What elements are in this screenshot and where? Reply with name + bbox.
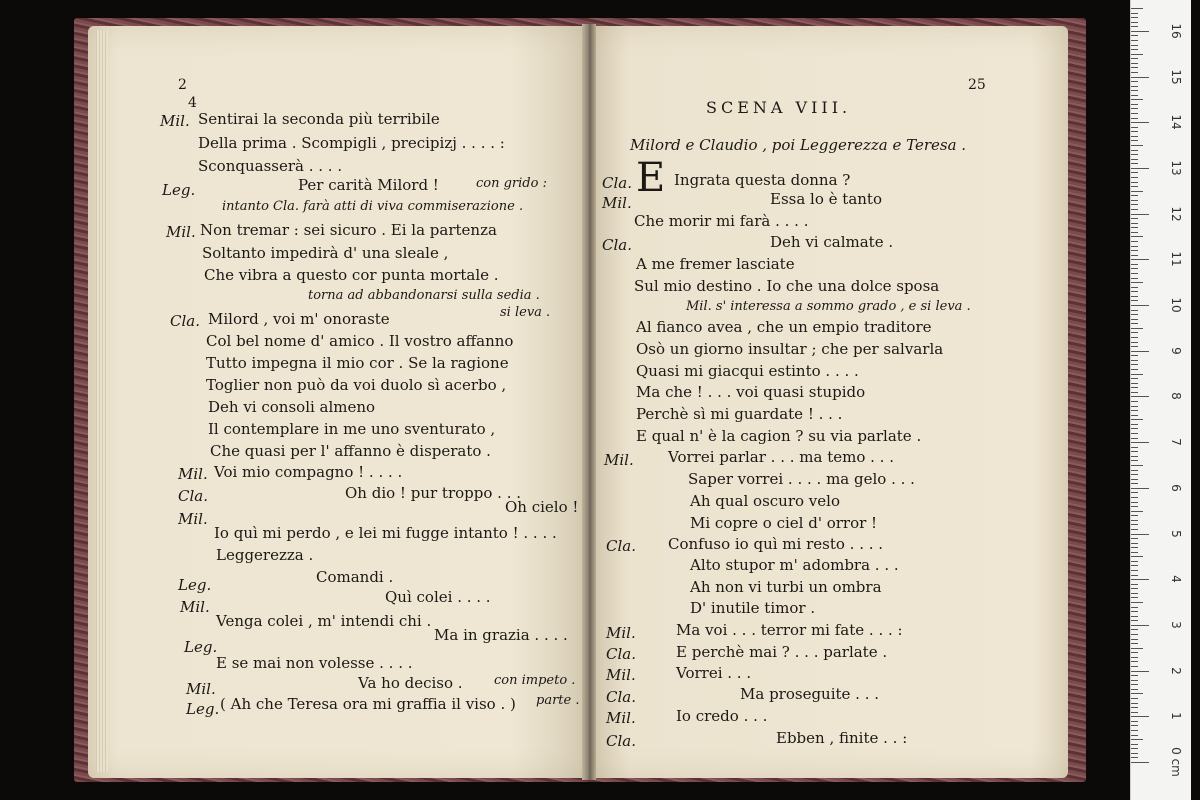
scene-title: SCENA VIII. bbox=[706, 98, 852, 117]
ruler-label: 3 bbox=[1169, 621, 1183, 629]
ruler-tick bbox=[1131, 273, 1138, 274]
ruler-tick bbox=[1131, 575, 1138, 576]
ruler-tick bbox=[1131, 753, 1138, 754]
verse-line: Voi mio compagno ! . . . . bbox=[214, 463, 403, 481]
ruler-tick bbox=[1131, 314, 1138, 315]
verse-line: Che vibra a questo cor punta mortale . bbox=[204, 266, 499, 284]
stage-direction: torna ad abbandonarsi sulla sedia . bbox=[308, 288, 540, 303]
ruler-tick bbox=[1131, 428, 1138, 429]
ruler-tick bbox=[1131, 620, 1138, 621]
ruler-tick bbox=[1131, 72, 1138, 73]
verse-line: Io credo . . . bbox=[676, 707, 768, 725]
stage-direction: parte . bbox=[536, 693, 580, 708]
ruler-tick bbox=[1131, 629, 1138, 630]
ruler-tick bbox=[1131, 26, 1138, 27]
ruler-tick bbox=[1131, 81, 1138, 82]
ruler-tick bbox=[1131, 182, 1138, 183]
ruler-tick bbox=[1131, 661, 1138, 662]
ruler-tick bbox=[1131, 716, 1149, 717]
ruler-label: 10 bbox=[1169, 297, 1183, 313]
ruler-tick bbox=[1131, 712, 1138, 713]
ruler-tick bbox=[1131, 730, 1138, 731]
ruler-tick bbox=[1131, 657, 1138, 658]
verse-line: E se mai non volesse . . . . bbox=[216, 654, 413, 672]
ruler-tick bbox=[1131, 757, 1138, 758]
verse-line: Sconquasserà . . . . bbox=[198, 157, 343, 175]
ruler-tick bbox=[1131, 300, 1138, 301]
ruler-tick bbox=[1131, 451, 1138, 452]
ruler-tick bbox=[1131, 456, 1138, 457]
verse-line: Confuso io quì mi resto . . . . bbox=[668, 535, 884, 553]
ruler-tick bbox=[1131, 305, 1149, 306]
ruler-tick bbox=[1131, 419, 1143, 420]
verse-line: Perchè sì mi guardate ! . . . bbox=[636, 405, 843, 423]
speaker-label: Mil. bbox=[186, 680, 216, 698]
verse-line: Ma che ! . . . voi quasi stupido bbox=[636, 383, 866, 401]
ruler-label: 13 bbox=[1169, 160, 1183, 176]
verse-line: Che quasi per l' affanno è disperato . bbox=[210, 442, 491, 460]
verse-line: Ah non vi turbi un ombra bbox=[690, 578, 882, 596]
ruler-tick bbox=[1131, 680, 1138, 681]
ruler-tick bbox=[1131, 232, 1138, 233]
speaker-label: Cla. bbox=[606, 645, 636, 663]
ruler-tick bbox=[1131, 140, 1138, 141]
ruler-tick bbox=[1131, 570, 1138, 571]
book-gutter bbox=[582, 24, 596, 780]
ruler-tick bbox=[1131, 90, 1138, 91]
ruler-tick bbox=[1131, 424, 1138, 425]
verse-line: Vorrei parlar . . . ma temo . . . bbox=[668, 448, 894, 466]
ruler-tick bbox=[1131, 154, 1138, 155]
speaker-label: Leg. bbox=[162, 181, 196, 199]
ruler-tick bbox=[1131, 278, 1138, 279]
ruler-tick bbox=[1131, 492, 1138, 493]
ruler-tick bbox=[1131, 35, 1138, 36]
ruler-tick bbox=[1131, 479, 1138, 480]
speaker-label: Mil. bbox=[180, 598, 210, 616]
ruler-tick bbox=[1131, 579, 1149, 580]
ruler-label: 9 bbox=[1169, 346, 1183, 355]
ruler-tick bbox=[1131, 438, 1138, 439]
stage-direction: con grido : bbox=[476, 176, 547, 191]
ruler-label: 5 bbox=[1169, 529, 1183, 538]
page-mark: 4 bbox=[188, 95, 197, 111]
ruler-tick bbox=[1131, 735, 1138, 736]
ruler-tick bbox=[1131, 488, 1149, 489]
ruler-tick bbox=[1131, 355, 1138, 356]
speaker-label: Mil. bbox=[604, 451, 634, 469]
verse-line: Deh vi calmate . bbox=[770, 233, 894, 251]
speaker-label: Cla. bbox=[178, 487, 208, 505]
verse-line: Va ho deciso . bbox=[358, 674, 463, 692]
verse-line: Milord , voi m' onoraste bbox=[208, 310, 390, 328]
verse-line: A me fremer lasciate bbox=[636, 255, 795, 273]
ruler-tick bbox=[1131, 268, 1138, 269]
ruler-tick bbox=[1131, 17, 1138, 18]
ruler-tick bbox=[1131, 634, 1138, 635]
ruler-tick bbox=[1131, 369, 1138, 370]
ruler-label: 2 bbox=[1169, 666, 1183, 675]
ruler-tick bbox=[1131, 588, 1138, 589]
page-number: 25 bbox=[968, 77, 986, 93]
ruler-tick bbox=[1131, 236, 1143, 237]
ruler-tick bbox=[1131, 401, 1138, 402]
ruler-tick bbox=[1131, 118, 1138, 119]
ruler-tick bbox=[1131, 406, 1138, 407]
verse-line: Il contemplare in me uno sventurato , bbox=[208, 420, 496, 438]
verse-line: Quasi mi giacqui estinto . . . . bbox=[636, 362, 859, 380]
ruler-tick bbox=[1131, 556, 1143, 557]
ruler-tick bbox=[1131, 520, 1138, 521]
ruler-label: 8 bbox=[1169, 392, 1183, 401]
ruler-tick bbox=[1131, 122, 1149, 123]
ruler-tick bbox=[1131, 616, 1138, 617]
verse-line: Per carità Milord ! bbox=[298, 176, 439, 194]
ruler-label: 7 bbox=[1169, 438, 1183, 446]
ruler-tick bbox=[1131, 351, 1149, 352]
page-edges bbox=[96, 30, 108, 772]
ruler-tick bbox=[1131, 639, 1138, 640]
verse-line: E perchè mai ? . . . parlate . bbox=[676, 643, 888, 661]
ruler-tick bbox=[1131, 538, 1138, 539]
ruler-tick bbox=[1131, 387, 1138, 388]
ruler-tick bbox=[1131, 86, 1138, 87]
ruler-label: 4 bbox=[1169, 575, 1183, 583]
speaker-label: Leg. bbox=[178, 576, 212, 594]
verse-line: E qual n' è la cagion ? su via parlate . bbox=[636, 427, 922, 445]
verse-line: Mi copre o ciel d' orror ! bbox=[690, 514, 878, 532]
ruler-label: 1 bbox=[1169, 712, 1183, 721]
verse-line: ( Ah che Teresa ora mi graffia il viso . ) bbox=[220, 695, 516, 713]
ruler-tick bbox=[1131, 360, 1138, 361]
ruler-tick bbox=[1131, 607, 1138, 608]
ruler-tick bbox=[1131, 337, 1138, 338]
ruler-tick bbox=[1131, 474, 1138, 475]
ruler-tick bbox=[1131, 77, 1149, 78]
ruler-tick bbox=[1131, 703, 1138, 704]
ruler-tick bbox=[1131, 392, 1138, 393]
ruler-tick bbox=[1131, 145, 1143, 146]
ruler-tick bbox=[1131, 63, 1138, 64]
ruler-tick bbox=[1131, 191, 1143, 192]
ruler-tick bbox=[1131, 99, 1143, 100]
speaker-label: Mil. bbox=[606, 624, 636, 642]
ruler-tick bbox=[1131, 666, 1138, 667]
stage-direction: intanto Cla. farà atti di viva commiserazione . bbox=[222, 199, 524, 214]
ruler-label: 16 bbox=[1169, 23, 1183, 39]
verse-line: Ah qual oscuro velo bbox=[690, 492, 840, 510]
ruler-tick bbox=[1131, 721, 1138, 722]
ruler-tick bbox=[1131, 684, 1138, 685]
ruler-tick bbox=[1131, 415, 1138, 416]
ruler-tick bbox=[1131, 744, 1138, 745]
verse-line: Ma proseguite . . . bbox=[740, 685, 880, 703]
verse-line: Col bel nome d' amico . Il vostro affanno bbox=[206, 332, 514, 350]
ruler-label: 12 bbox=[1169, 205, 1183, 222]
verse-line: Quì colei . . . . bbox=[385, 588, 491, 606]
ruler-tick bbox=[1131, 396, 1149, 397]
ruler-tick bbox=[1131, 584, 1138, 585]
ruler-tick bbox=[1131, 259, 1149, 260]
ruler-tick bbox=[1131, 282, 1143, 283]
ruler-tick bbox=[1131, 625, 1149, 626]
ruler-tick bbox=[1131, 689, 1138, 690]
verse-line: Oh cielo ! bbox=[505, 498, 579, 516]
ruler-tick bbox=[1131, 186, 1138, 187]
ruler-tick bbox=[1131, 762, 1149, 763]
ruler-tick bbox=[1131, 250, 1138, 251]
ruler-tick bbox=[1131, 534, 1149, 535]
ruler-tick bbox=[1131, 739, 1143, 740]
verse-line: Comandi . bbox=[316, 568, 394, 586]
ruler-tick bbox=[1131, 31, 1149, 32]
ruler-label: 15 bbox=[1169, 68, 1183, 85]
verse-line: Della prima . Scompigli , precipizj . . . . : bbox=[198, 134, 505, 152]
speaker-label: Leg. bbox=[184, 638, 218, 656]
ruler-tick bbox=[1131, 127, 1138, 128]
speaker-label: Leg. bbox=[186, 700, 220, 718]
verse-line: Ma voi . . . terror mi fate . . . : bbox=[676, 621, 903, 639]
verse-line: Vorrei . . . bbox=[676, 664, 752, 682]
speaker-label: Mil. bbox=[160, 112, 190, 130]
ruler-tick bbox=[1131, 150, 1138, 151]
ruler-tick bbox=[1131, 95, 1138, 96]
ruler-tick bbox=[1131, 204, 1138, 205]
ruler-tick bbox=[1131, 497, 1138, 498]
ruler-tick bbox=[1131, 698, 1138, 699]
ruler-tick bbox=[1131, 565, 1138, 566]
verse-line: Oh dio ! pur troppo . . . bbox=[345, 484, 521, 502]
ruler-tick bbox=[1131, 241, 1138, 242]
ruler-tick bbox=[1131, 524, 1138, 525]
stage-direction: Milord e Claudio , poi Leggerezza e Teresa . bbox=[630, 136, 967, 154]
ruler-tick bbox=[1131, 433, 1138, 434]
speaker-label: Mil. bbox=[178, 465, 208, 483]
ruler-tick bbox=[1131, 652, 1138, 653]
verse-line: Al fianco avea , che un empio traditore bbox=[636, 318, 932, 336]
speaker-label: Mil. bbox=[606, 709, 636, 727]
ruler-tick bbox=[1131, 13, 1138, 14]
ruler-tick bbox=[1131, 383, 1138, 384]
ruler-tick bbox=[1131, 22, 1138, 23]
ruler-tick bbox=[1131, 547, 1138, 548]
speaker-label: Cla. bbox=[606, 537, 636, 555]
ruler-tick bbox=[1131, 168, 1149, 169]
ruler-tick bbox=[1131, 442, 1149, 443]
ruler-tick bbox=[1131, 342, 1138, 343]
stage-direction: si leva . bbox=[500, 305, 551, 320]
ruler-tick bbox=[1131, 264, 1138, 265]
ruler-tick bbox=[1131, 319, 1138, 320]
speaker-label: Mil. bbox=[602, 194, 632, 212]
ruler-tick bbox=[1131, 287, 1138, 288]
verse-line: Leggerezza . bbox=[216, 546, 314, 564]
verse-line: Ingrata questa donna ? bbox=[674, 171, 851, 189]
ruler-tick bbox=[1131, 328, 1143, 329]
ruler-tick bbox=[1131, 374, 1143, 375]
ruler-tick bbox=[1131, 364, 1138, 365]
ruler-tick bbox=[1131, 597, 1138, 598]
ruler-tick bbox=[1131, 104, 1138, 105]
ruler-label: 6 bbox=[1169, 483, 1183, 492]
ruler-tick bbox=[1131, 447, 1138, 448]
ruler-tick bbox=[1131, 58, 1138, 59]
stage-direction: con impeto . bbox=[494, 673, 576, 688]
ruler-tick bbox=[1131, 214, 1149, 215]
ruler-tick bbox=[1131, 200, 1138, 201]
ruler-label: 14 bbox=[1169, 114, 1183, 130]
ruler-label: 0 cm bbox=[1169, 747, 1183, 777]
verse-line: Deh vi consoli almeno bbox=[208, 398, 376, 416]
page-mark: 2 bbox=[178, 77, 187, 93]
verse-line: Sentirai la seconda più terribile bbox=[198, 110, 440, 128]
ruler-tick bbox=[1131, 195, 1138, 196]
ruler-tick bbox=[1131, 611, 1138, 612]
verse-line: Io quì mi perdo , e lei mi fugge intanto ! . . . . bbox=[214, 524, 557, 542]
ruler-tick bbox=[1131, 218, 1138, 219]
ruler-tick bbox=[1131, 515, 1138, 516]
ruler-tick bbox=[1131, 707, 1138, 708]
speaker-label: Cla. bbox=[606, 688, 636, 706]
verse-line: Essa lo è tanto bbox=[770, 190, 882, 208]
ruler-tick bbox=[1131, 332, 1138, 333]
measuring-ruler bbox=[1130, 0, 1191, 800]
ruler-tick bbox=[1131, 593, 1138, 594]
speaker-label: Cla. bbox=[602, 236, 632, 254]
ruler-tick bbox=[1131, 675, 1138, 676]
speaker-label: Mil. bbox=[166, 223, 196, 241]
ruler-tick bbox=[1131, 172, 1138, 173]
verse-line: Ma in grazia . . . . bbox=[434, 626, 568, 644]
ruler-tick bbox=[1131, 543, 1138, 544]
ruler-tick bbox=[1131, 552, 1138, 553]
ruler-tick bbox=[1131, 54, 1143, 55]
ruler-tick bbox=[1131, 177, 1138, 178]
ruler-tick bbox=[1131, 113, 1138, 114]
ruler-tick bbox=[1131, 346, 1138, 347]
ruler-tick bbox=[1131, 136, 1138, 137]
verse-line: Sul mio destino . Io che una dolce sposa bbox=[634, 277, 940, 295]
ruler-tick bbox=[1131, 410, 1138, 411]
verse-line: Osò un giorno insultar ; che per salvarla bbox=[636, 340, 944, 358]
ruler-tick bbox=[1131, 255, 1138, 256]
ruler-tick bbox=[1131, 643, 1138, 644]
stage-direction: Mil. s' interessa a sommo grado , e si leva . bbox=[686, 299, 971, 314]
ruler-tick bbox=[1131, 40, 1138, 41]
ruler-tick bbox=[1131, 323, 1138, 324]
ruler-tick bbox=[1131, 506, 1138, 507]
verse-line: Alto stupor m' adombra . . . bbox=[690, 556, 899, 574]
ruler-tick bbox=[1131, 310, 1138, 311]
ruler-tick bbox=[1131, 131, 1138, 132]
verse-line: Venga colei , m' intendi chi . bbox=[216, 612, 432, 630]
ruler-tick bbox=[1131, 246, 1138, 247]
ruler-tick bbox=[1131, 291, 1138, 292]
ruler-tick bbox=[1131, 671, 1149, 672]
ruler-tick bbox=[1131, 725, 1138, 726]
verse-line: Soltanto impedirà d' una sleale , bbox=[202, 244, 449, 262]
speaker-label: Mil. bbox=[178, 510, 208, 528]
speaker-label: Cla. bbox=[170, 312, 200, 330]
ruler-tick bbox=[1131, 49, 1138, 50]
ruler-tick bbox=[1131, 108, 1138, 109]
speaker-label: Cla. bbox=[602, 174, 632, 192]
ruler-tick bbox=[1131, 470, 1138, 471]
verse-line: Che morir mi farà . . . . bbox=[634, 212, 809, 230]
verse-line: Toglier non può da voi duolo sì acerbo , bbox=[206, 376, 507, 394]
verse-line: Ebben , finite . . : bbox=[776, 729, 908, 747]
speaker-label: Mil. bbox=[606, 666, 636, 684]
ruler-tick bbox=[1131, 529, 1138, 530]
ruler-tick bbox=[1131, 648, 1143, 649]
verse-line: D' inutile timor . bbox=[690, 599, 816, 617]
ruler-tick bbox=[1131, 67, 1138, 68]
ruler-tick bbox=[1131, 378, 1138, 379]
ruler-tick bbox=[1131, 748, 1138, 749]
ruler-tick bbox=[1131, 465, 1143, 466]
ruler-tick bbox=[1131, 209, 1138, 210]
ruler-tick bbox=[1131, 223, 1138, 224]
ruler-tick bbox=[1131, 163, 1138, 164]
ruler-tick bbox=[1131, 602, 1143, 603]
ruler-label: 11 bbox=[1169, 251, 1183, 267]
ruler-tick bbox=[1131, 561, 1138, 562]
ruler-tick bbox=[1131, 693, 1143, 694]
ruler-tick bbox=[1131, 296, 1138, 297]
speaker-label: Cla. bbox=[606, 732, 636, 750]
drop-capital: E bbox=[636, 155, 666, 201]
verse-line: Tutto impegna il mio cor . Se la ragione bbox=[206, 354, 509, 372]
ruler-tick bbox=[1131, 460, 1138, 461]
verse-line: Non tremar : sei sicuro . Ei la partenza bbox=[200, 221, 497, 239]
ruler-tick bbox=[1131, 227, 1138, 228]
ruler-tick bbox=[1131, 159, 1138, 160]
ruler-tick bbox=[1131, 45, 1138, 46]
ruler-tick bbox=[1131, 502, 1138, 503]
ruler-tick bbox=[1131, 511, 1143, 512]
verse-line: Saper vorrei . . . . ma gelo . . . bbox=[688, 470, 915, 488]
ruler-tick bbox=[1131, 483, 1138, 484]
ruler-tick bbox=[1131, 8, 1143, 9]
